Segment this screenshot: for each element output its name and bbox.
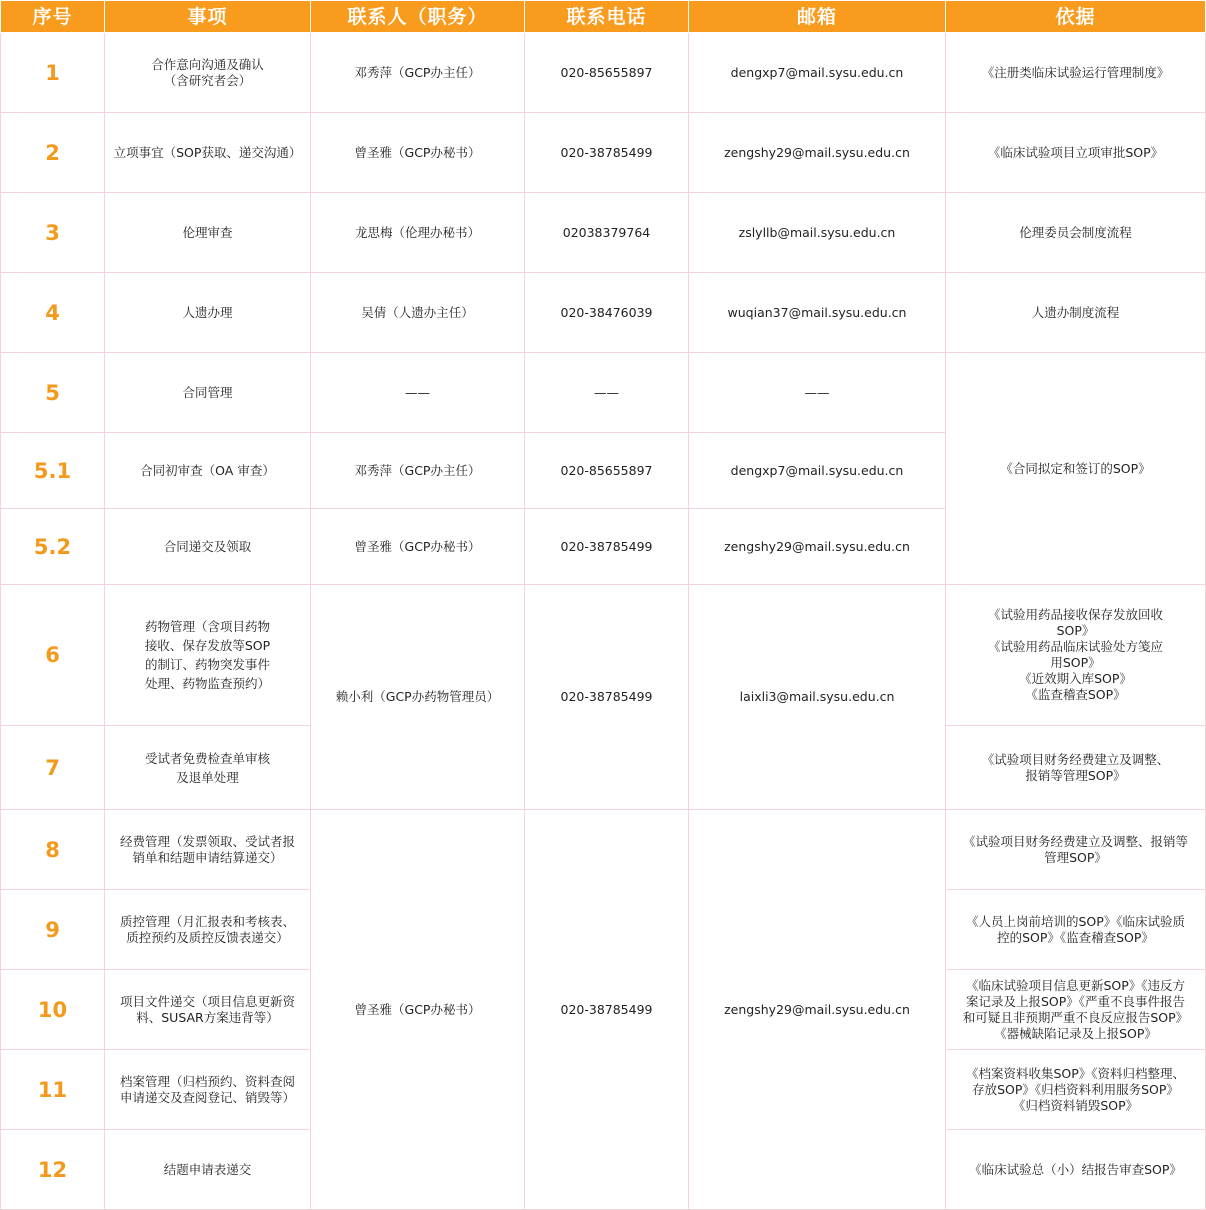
phone-cell: 020-85655897 [525,433,689,509]
item-cell: 合同管理 [105,353,311,433]
item-cell: 项目文件递交（项目信息更新资 料、SUSAR方案违背等） [105,970,311,1050]
contact-cell: —— [311,353,525,433]
row-number: 5 [1,353,105,433]
phone-cell: 020-38785499 [525,810,689,1210]
item-cell: 伦理审查 [105,193,311,273]
item-cell: 人遗办理 [105,273,311,353]
header-item: 事项 [105,1,311,33]
basis-cell: 《临床试验项目信息更新SOP》《违反方 案记录及上报SOP》《严重不良事件报告 和可疑且非预期严重不良反应报告SOP》 《器械缺陷记录及上报SOP》 [946,970,1206,1050]
phone-cell: —— [525,353,689,433]
phone-cell: 020-38785499 [525,509,689,585]
phone-cell: 020-38476039 [525,273,689,353]
item-cell: 合同递交及领取 [105,509,311,585]
phone-cell: 020-85655897 [525,33,689,113]
contact-cell: 邓秀萍（GCP办主任） [311,33,525,113]
row-number: 3 [1,193,105,273]
item-cell: 经费管理（发票领取、受试者报 销单和结题申请结算递交） [105,810,311,890]
row-number: 6 [1,585,105,726]
email-cell: zengshy29@mail.sysu.edu.cn [689,810,946,1210]
contact-cell: 邓秀萍（GCP办主任） [311,433,525,509]
header-basis: 依据 [946,1,1206,33]
basis-cell: 《临床试验项目立项审批SOP》 [946,113,1206,193]
basis-cell: 《合同拟定和签订的SOP》 [946,353,1206,585]
basis-cell: 《档案资料收集SOP》《资料归档整理、 存放SOP》《归档资料利用服务SOP》 《归档资料销毁SOP》 [946,1050,1206,1130]
row-number: 7 [1,726,105,810]
row-number: 2 [1,113,105,193]
email-cell: laixli3@mail.sysu.edu.cn [689,585,946,810]
item-cell: 结题申请表递交 [105,1130,311,1210]
contact-cell: 曾圣雅（GCP办秘书） [311,810,525,1210]
item-cell: 立项事宜（SOP获取、递交沟通） [105,113,311,193]
basis-cell: 《人员上岗前培训的SOP》《临床试验质 控的SOP》《监查稽查SOP》 [946,890,1206,970]
basis-cell: 《注册类临床试验运行管理制度》 [946,33,1206,113]
item-cell: 档案管理（归档预约、资料查阅 申请递交及查阅登记、销毁等） [105,1050,311,1130]
table-header-row [1,1,1206,33]
table-row [1,810,1206,890]
email-cell: zengshy29@mail.sysu.edu.cn [689,509,946,585]
row-number: 5.2 [1,509,105,585]
email-cell: dengxp7@mail.sysu.edu.cn [689,33,946,113]
basis-cell: 《试验项目财务经费建立及调整、 报销等管理SOP》 [946,726,1206,810]
table-row [1,33,1206,113]
basis-cell: 人遗办制度流程 [946,273,1206,353]
header-phone: 联系电话 [525,1,689,33]
basis-cell: 《临床试验总（小）结报告审查SOP》 [946,1130,1206,1210]
basis-cell: 《试验用药品接收保存发放回收 SOP》 《试验用药品临床试验处方笺应 用SOP》 《近效期入库SOP》 《监查稽查SOP》 [946,585,1206,726]
row-number: 8 [1,810,105,890]
contact-cell: 吴倩（人遗办主任） [311,273,525,353]
email-cell: zengshy29@mail.sysu.edu.cn [689,113,946,193]
email-cell: —— [689,353,946,433]
email-cell: wuqian37@mail.sysu.edu.cn [689,273,946,353]
row-number: 11 [1,1050,105,1130]
table-row [1,353,1206,433]
table-row [1,193,1206,273]
table-row [1,585,1206,726]
contact-cell: 龙思梅（伦理办秘书） [311,193,525,273]
email-cell: zslyllb@mail.sysu.edu.cn [689,193,946,273]
table-row [1,113,1206,193]
phone-cell: 020-38785499 [525,113,689,193]
basis-cell: 伦理委员会制度流程 [946,193,1206,273]
item-cell: 药物管理（含项目药物 接收、保存发放等SOP 的制订、药物突发事件 处理、药物监查预约） [105,585,311,726]
header-index: 序号 [1,1,105,33]
phone-cell: 020-38785499 [525,585,689,810]
item-cell: 合同初审查（OA 审查） [105,433,311,509]
phone-cell: 02038379764 [525,193,689,273]
contact-cell: 赖小利（GCP办药物管理员） [311,585,525,810]
contact-cell: 曾圣雅（GCP办秘书） [311,509,525,585]
item-cell: 合作意向沟通及确认 （含研究者会） [105,33,311,113]
row-number: 10 [1,970,105,1050]
row-number: 9 [1,890,105,970]
row-number: 1 [1,33,105,113]
basis-cell: 《试验项目财务经费建立及调整、报销等 管理SOP》 [946,810,1206,890]
row-number: 12 [1,1130,105,1210]
row-number: 4 [1,273,105,353]
row-number: 5.1 [1,433,105,509]
item-cell: 质控管理（月汇报表和考核表、 质控预约及质控反馈表递交） [105,890,311,970]
header-contact: 联系人（职务） [311,1,525,33]
header-email: 邮箱 [689,1,946,33]
contact-cell: 曾圣雅（GCP办秘书） [311,113,525,193]
email-cell: dengxp7@mail.sysu.edu.cn [689,433,946,509]
table-row [1,273,1206,353]
item-cell: 受试者免费检查单审核 及退单处理 [105,726,311,810]
